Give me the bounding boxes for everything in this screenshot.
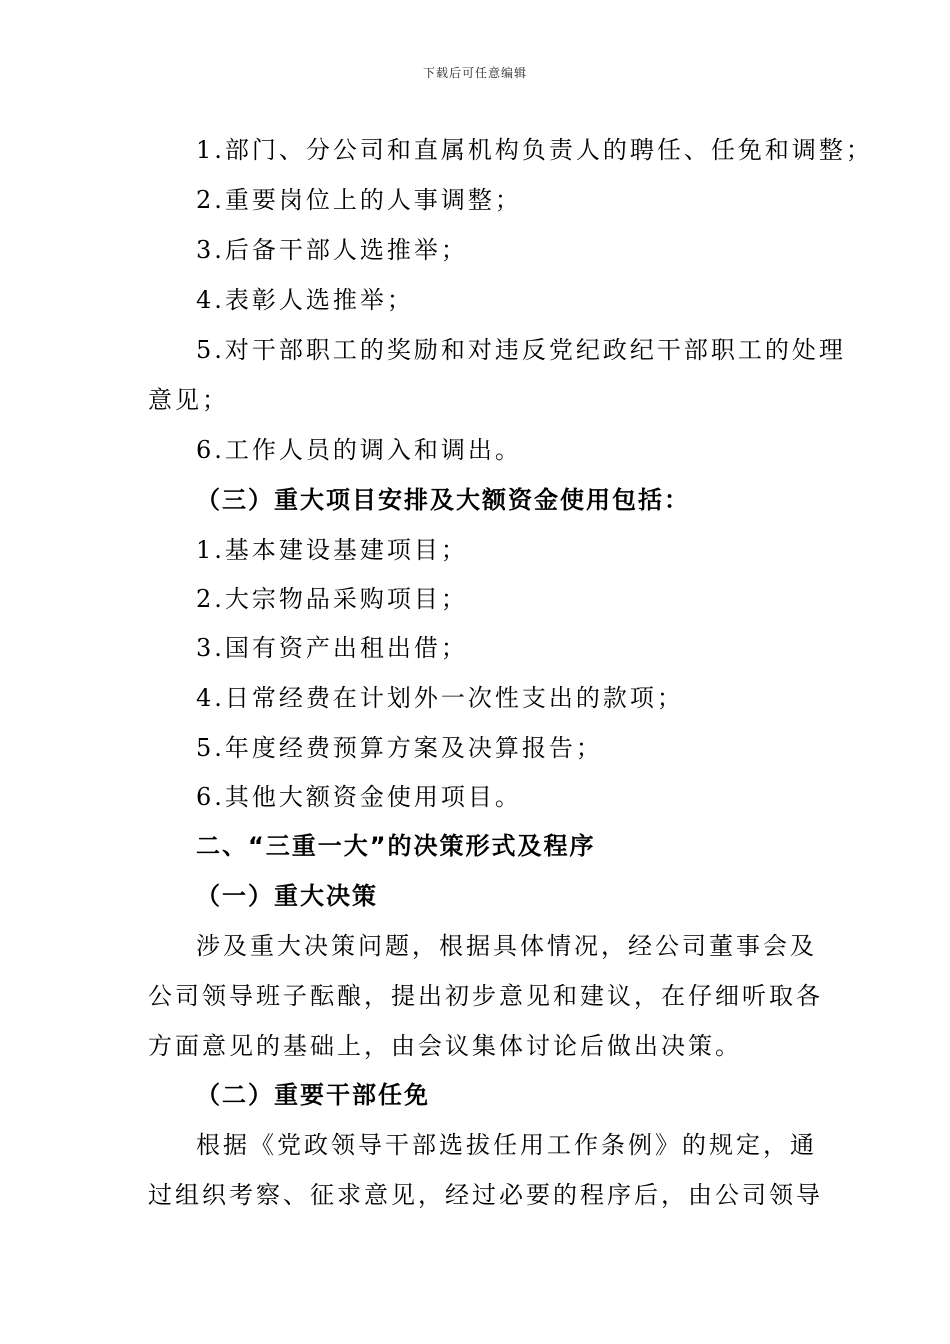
- page-header: 下载后可任意编辑: [422, 66, 527, 80]
- paragraph-line: 过组织考察、征求意见，经过必要的程序后，由公司领导: [148, 1181, 823, 1209]
- list-item: 1.基本建设基建项目；: [196, 536, 468, 564]
- list-item: 1.部门、分公司和直属机构负责人的聘任、任免和调整；: [196, 136, 873, 164]
- paragraph-line: 方面意见的基础上，由会议集体讨论后做出决策。: [148, 1032, 742, 1060]
- list-item: 2.重要岗位上的人事调整；: [196, 186, 522, 214]
- list-item: 5.年度经费预算方案及决算报告；: [196, 734, 603, 762]
- list-item: 6.工作人员的调入和调出。: [196, 436, 522, 464]
- list-item: 3.后备干部人选推举；: [196, 236, 468, 264]
- list-item: 4.表彰人选推举；: [196, 286, 414, 314]
- paragraph-line: 根据《党政领导干部选拔任用工作条例》的规定，通: [196, 1131, 817, 1159]
- list-item: 5.对干部职工的奖励和对违反党纪政纪干部职工的处理: [196, 336, 846, 364]
- list-item-continuation: 意见；: [148, 386, 229, 414]
- paragraph-line: 公司领导班子酝酿，提出初步意见和建议，在仔细听取各: [148, 982, 823, 1010]
- section-heading: （二）重要干部任免: [196, 1081, 430, 1109]
- list-item: 4.日常经费在计划外一次性支出的款项；: [196, 684, 684, 712]
- section-heading: （三）重大项目安排及大额资金使用包括：: [196, 486, 690, 514]
- list-item: 2.大宗物品采购项目；: [196, 585, 468, 613]
- section-heading: （一）重大决策: [196, 882, 378, 910]
- list-item: 3.国有资产出租出借；: [196, 634, 468, 662]
- paragraph-line: 涉及重大决策问题，根据具体情况，经公司董事会及: [196, 932, 817, 960]
- chapter-heading: 二、“三重一大”的决策形式及程序: [196, 832, 596, 860]
- list-item: 6.其他大额资金使用项目。: [196, 783, 522, 811]
